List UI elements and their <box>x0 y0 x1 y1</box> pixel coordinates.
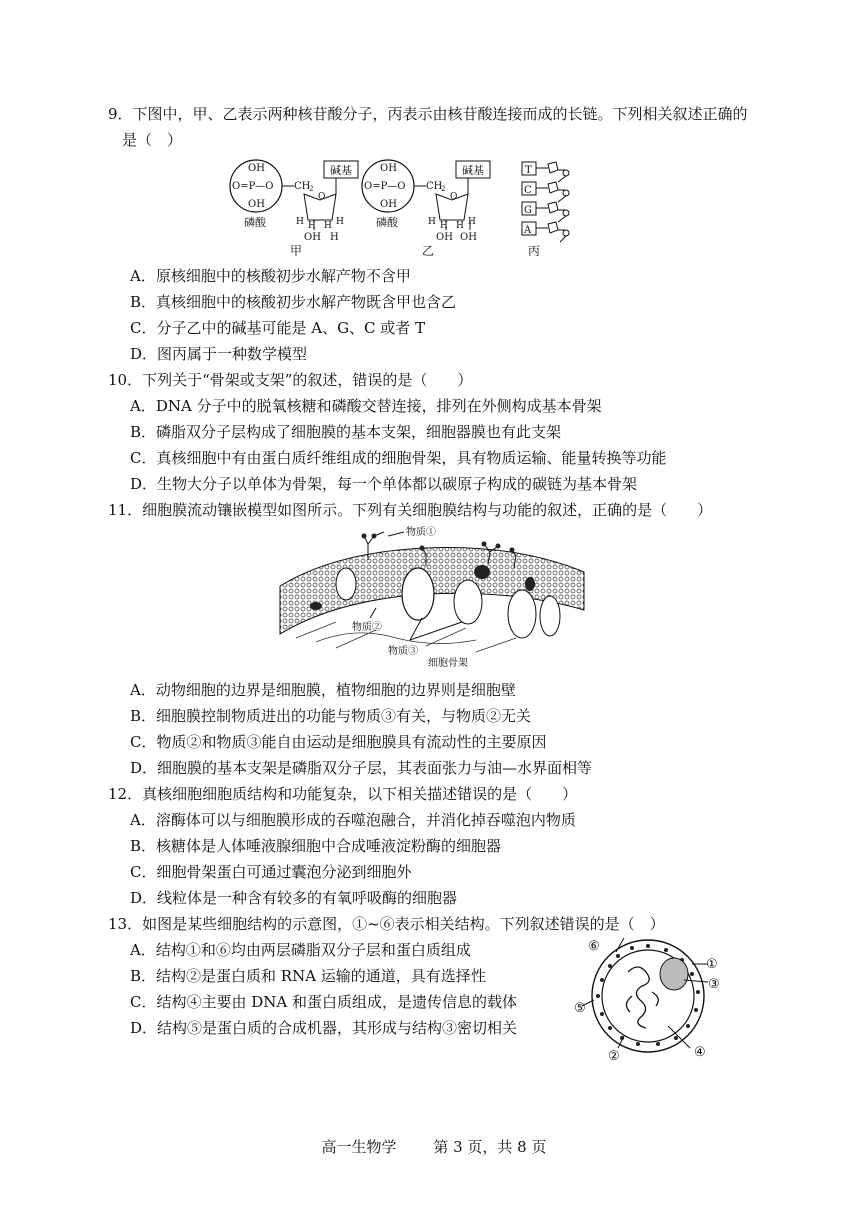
q9-option-d: D．图丙属于一种数学模型 <box>130 345 308 363</box>
label-jia: 甲 <box>290 244 303 258</box>
q9-figure-yi <box>356 158 496 258</box>
q13-option-c: C．结构④主要由 DNA 和蛋白质组成，是遗传信息的载体 <box>130 993 517 1011</box>
q11-option-c: C．物质②和物质③能自由运动是细胞膜具有流动性的主要原因 <box>130 733 547 751</box>
yi-base-box: 碱基 <box>462 164 484 177</box>
jia-ring-o: O <box>318 192 326 202</box>
q9-figure-jia <box>224 158 364 258</box>
q11-stem: 11．细胞膜流动镶嵌模型如图所示。下列有关细胞膜结构与功能的叙述，正确的是（ ） <box>108 501 713 519</box>
q10-option-c: C．真核细胞中有由蛋白质纤维组成的细胞骨架，具有物质运输、能量转换等功能 <box>130 449 667 467</box>
q10-option-a: A．DNA 分子中的脱氧核糖和磷酸交替连接，排列在外侧构成基本骨架 <box>130 397 602 415</box>
membrane-label-substance2: 物质② <box>352 622 382 633</box>
jia-oh-top: OH <box>248 163 265 174</box>
jia-ch2-sub: 2 <box>309 185 314 193</box>
q9-option-c: C．分子乙中的碱基可能是 A、G、C 或者 T <box>130 319 426 337</box>
q13-option-a: A．结构①和⑥均由两层磷脂双分子层和蛋白质组成 <box>130 941 471 959</box>
membrane-label-substance3: 物质③ <box>388 646 418 657</box>
page-footer <box>0 1136 868 1157</box>
yi-oh-bottom: OH <box>380 199 397 210</box>
jia-p-group: O=P—O <box>232 181 274 192</box>
q11-membrane-figure <box>276 522 588 672</box>
chain-base-4: A <box>524 225 532 236</box>
yi-oh-top: OH <box>380 163 397 174</box>
q12-option-d: D．线粒体是一种含有较多的有氧呼吸酶的细胞器 <box>130 889 458 907</box>
q9-option-b: B．真核细胞中的核酸初步水解产物既含甲也含乙 <box>130 293 457 311</box>
footer-subject: 高一生物学 <box>321 1138 397 1156</box>
q9-figure-bing <box>520 160 590 260</box>
jia-oh-bottom: OH <box>248 199 265 210</box>
q11-option-b: B．细胞膜控制物质进出的功能与物质③有关，与物质②无关 <box>130 707 532 725</box>
label-yi: 乙 <box>422 244 435 258</box>
yi-h3: H <box>456 221 464 231</box>
chain-base-3: G <box>524 205 532 216</box>
q11-option-a: A．动物细胞的边界是细胞膜，植物细胞的边界则是细胞壁 <box>130 681 516 699</box>
chain-unit-3 <box>522 202 569 216</box>
q9-stem-cont: 是（ ） <box>122 131 183 149</box>
q11-option-d: D．细胞膜的基本支架是磷脂双分子层，其表面张力与油—水界面相等 <box>130 759 593 777</box>
chain-unit-1 <box>522 162 569 176</box>
jia-h1: H <box>296 217 304 227</box>
chain-unit-2 <box>522 182 569 196</box>
q10-option-b: B．磷脂双分子层构成了细胞膜的基本支架，细胞器膜也有此支架 <box>130 423 562 441</box>
jia-h2: H <box>308 221 316 231</box>
chain-base-1: T <box>525 165 532 176</box>
q13-stem: 13．如图是某些细胞结构的示意图，①~⑥表示相关结构。下列叙述错误的是（ ） <box>108 915 665 933</box>
nucleus-label-6: ⑥ <box>588 939 600 954</box>
q13-option-d: D．结构⑤是蛋白质的合成机器，其形成与结构③密切相关 <box>130 1019 518 1037</box>
q10-stem: 10．下列关于“骨架或支架”的叙述，错误的是（ ） <box>108 371 473 389</box>
q9-option-a: A．原核细胞中的核酸初步水解产物不含甲 <box>130 267 411 285</box>
q13-nucleus-figure <box>572 936 732 1064</box>
q9-stem: 9．下图中，甲、乙表示两种核苷酸分子，丙表示由核苷酸连接而成的长链。下列相关叙述正确的 <box>108 105 748 123</box>
q12-option-b: B．核糖体是人体唾液腺细胞中合成唾液淀粉酶的细胞器 <box>130 837 502 855</box>
yi-p-group: O=P—O <box>364 181 406 192</box>
chain-unit-4 <box>522 222 569 236</box>
q12-stem: 12．真核细胞细胞质结构和功能复杂，以下相关描述错误的是（ ） <box>108 785 578 803</box>
jia-base-box: 碱基 <box>330 164 352 177</box>
yi-ring-o: O <box>450 192 458 202</box>
q10-option-d: D．生物大分子以单体为骨架，每一个单体都以碳原子构成的碳链为基本骨架 <box>130 475 638 493</box>
chain-base-2: C <box>524 185 532 196</box>
yi-oh-sugar1: OH <box>436 232 453 243</box>
yi-phosphate-label: 磷酸 <box>376 216 398 229</box>
label-bing: 丙 <box>528 244 541 258</box>
jia-oh-sugar: OH <box>304 232 321 243</box>
yi-ch2: CH <box>426 181 443 192</box>
yi-h2: H <box>440 221 448 231</box>
q12-option-a: A．溶酶体可以与细胞膜形成的吞噬泡融合，并消化掉吞噬泡内物质 <box>130 811 576 829</box>
q12-option-c: C．细胞骨架蛋白可通过囊泡分泌到细胞外 <box>130 863 412 881</box>
nucleus-label-1: ① <box>706 957 718 972</box>
yi-h1: H <box>428 217 436 227</box>
nucleus-label-4: ④ <box>694 1045 706 1060</box>
yi-oh-sugar2: OH <box>460 232 477 243</box>
yi-ch2-sub: 2 <box>441 185 446 193</box>
nucleus-label-3: ③ <box>708 977 720 992</box>
membrane-label-cytoskeleton: 细胞骨架 <box>428 658 468 669</box>
yi-h4: H <box>468 217 476 227</box>
nucleus-label-2: ② <box>608 1049 620 1064</box>
nucleus-label-5: ⑤ <box>574 1001 586 1016</box>
jia-h4: H <box>336 217 344 227</box>
footer-page-number: 第 3 页，共 8 页 <box>433 1138 547 1156</box>
jia-h-sugar: H <box>330 232 339 243</box>
jia-phosphate-label: 磷酸 <box>244 216 266 229</box>
jia-h3: H <box>324 221 332 231</box>
membrane-label-substance1: 物质① <box>406 527 436 538</box>
jia-ch2: CH <box>294 181 311 192</box>
q13-option-b: B．结构②是蛋白质和 RNA 运输的通道，具有选择性 <box>130 967 486 985</box>
